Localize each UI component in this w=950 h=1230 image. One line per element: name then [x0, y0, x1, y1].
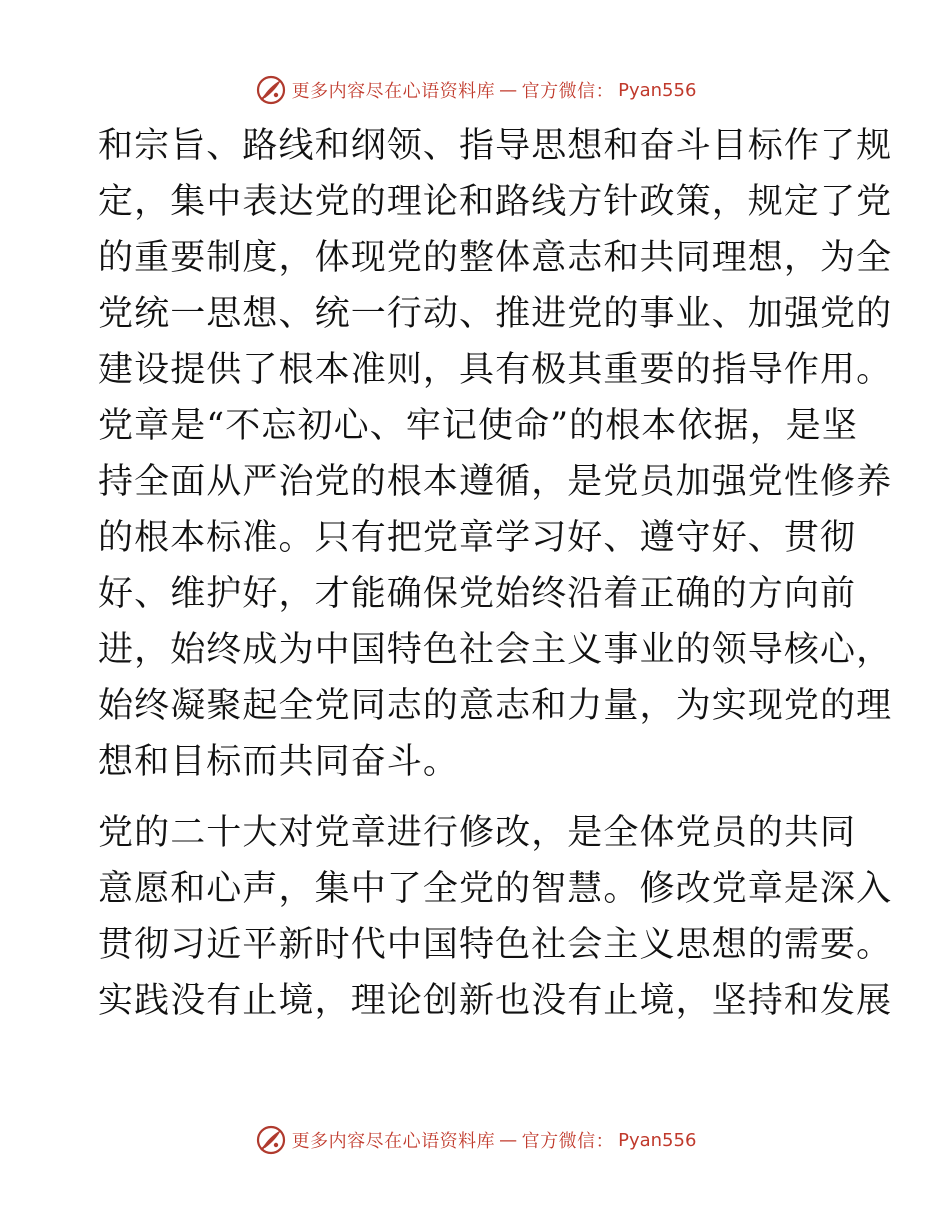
text-line: 和宗旨、路线和纲领、指导思想和奋斗目标作了规 [98, 126, 893, 166]
footer-banner [0, 1122, 950, 1158]
text-line: 党的二十大对党章进行修改，是全体党员的共同 [98, 813, 857, 853]
quill-logo-icon [254, 73, 288, 107]
text-line: 的根本标准。只有把党章学习好、遵守好、贯彻 [98, 518, 857, 558]
header-wechat-label: 官方微信： [521, 81, 615, 102]
footer-wechat-id: Pyan556 [618, 1129, 697, 1151]
text-line: 实践没有止境，理论创新也没有止境，坚持和发展 [98, 981, 893, 1021]
paragraph [98, 118, 893, 790]
text-line: 进，始终成为中国特色社会主义事业的领导核心， [98, 630, 893, 670]
header-wechat-id: Pyan556 [618, 79, 697, 101]
text-line: 持全面从严治党的根本遵循，是党员加强党性修养 [98, 462, 893, 502]
text-line: 党章是“不忘初心、牢记使命”的根本依据，是坚 [98, 406, 858, 446]
text-line: 好、维护好，才能确保党始终沿着正确的方向前 [98, 574, 857, 614]
text-line: 定，集中表达党的理论和路线方针政策，规定了党 [98, 182, 893, 222]
text-line: 贯彻习近平新时代中国特色社会主义思想的需要。 [98, 925, 893, 965]
text-line: 意愿和心声，集中了全党的智慧。修改党章是深入 [98, 869, 893, 909]
paragraph-spacer [98, 790, 850, 805]
quill-logo-icon [254, 1123, 288, 1157]
text-line: 建设提供了根本准则，具有极其重要的指导作用。 [98, 350, 893, 390]
header-banner [0, 72, 950, 108]
text-line: 的重要制度，体现党的整体意志和共同理想，为全 [98, 238, 893, 278]
footer-brand-text: 更多内容尽在心语资料库 [291, 1131, 496, 1152]
header-separator: — [499, 79, 518, 101]
footer-wechat-label: 官方微信： [521, 1131, 615, 1152]
text-line: 想和目标而共同奋斗。 [98, 742, 460, 782]
header-brand-text: 更多内容尽在心语资料库 [291, 81, 496, 102]
text-line: 党统一思想、统一行动、推进党的事业、加强党的 [98, 294, 893, 334]
text-line: 始终凝聚起全党同志的意志和力量，为实现党的理 [98, 686, 893, 726]
footer-separator: — [499, 1129, 518, 1151]
paragraph [98, 805, 893, 1029]
document-body [98, 118, 893, 1029]
